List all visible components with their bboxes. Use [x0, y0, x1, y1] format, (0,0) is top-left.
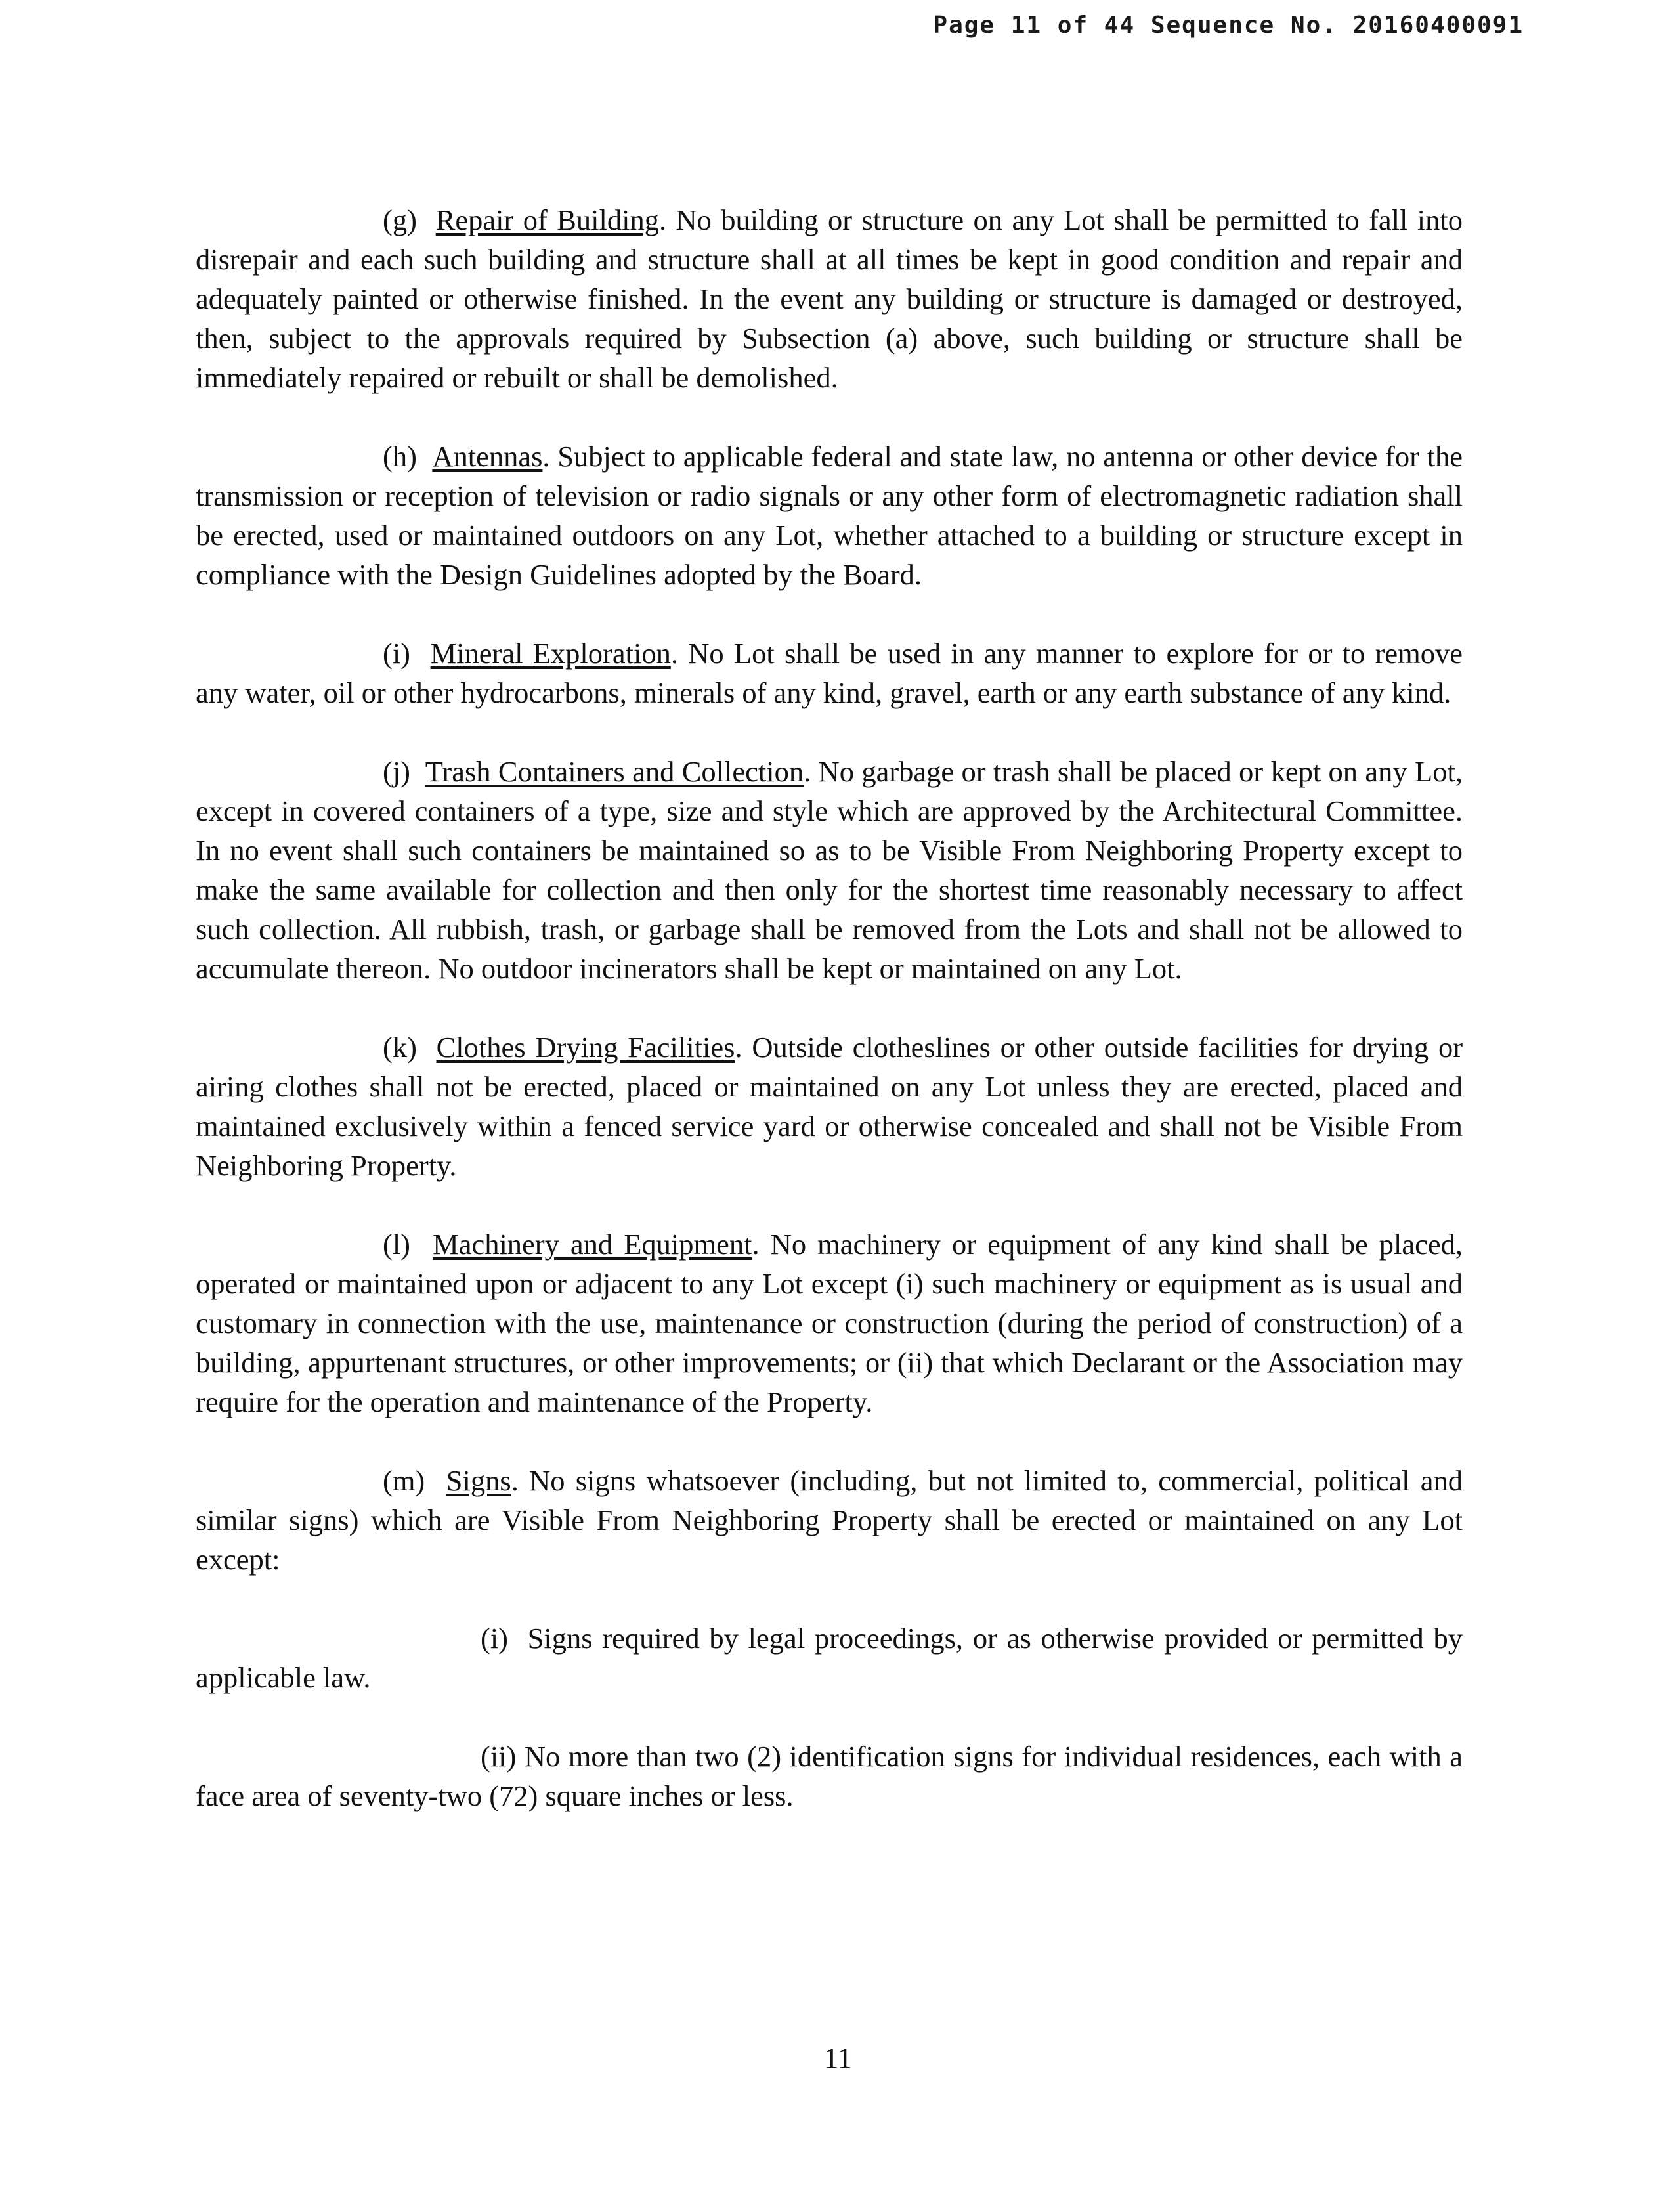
section-j [196, 752, 1463, 988]
section-l [196, 1225, 1463, 1421]
section-i [196, 634, 1463, 712]
section-text: . No building or structure on any Lot shall be permitted to fall into disrepair and each such building and structure shall at all times be kept in good condition and repair and adequately painted or otherwise finished. In the event any building or structure is damaged or destroyed, then, subject to the approvals required by Subsection (a) above, such building or structure shall be immediately repaired or rebuilt or shall be demolished. [196, 204, 1463, 394]
page-header: Page 11 of 44 Sequence No. 20160400091 [933, 12, 1524, 39]
section-heading: Machinery and Equipment [433, 1228, 752, 1261]
section-label: (k) [383, 1031, 417, 1064]
section-text: . No signs whatsoever (including, but not limited to, commercial, political and similar signs) which are Visible From Neighboring Property shall be erected or maintained on any Lot except: [196, 1464, 1463, 1576]
subsection-text: No more than two (2) identification signs for individual residences, each with a face area of seventy-two (72) square inches or less. [196, 1740, 1463, 1812]
section-text: . No garbage or trash shall be placed or kept on any Lot, except in covered containers of a type, size and style which are approved by the Architectural Committee. In no event shall such containers be maintained so as to be Visible From Neighboring Property except to make the same available for collection and then only for the shortest time reasonably necessary to affect such collection. All rubbish, trash, or garbage shall be removed from the Lots and shall not be allowed to accumulate thereon. No outdoor incinerators shall be kept or maintained on any Lot. [196, 755, 1463, 985]
subsection-m-i [196, 1618, 1463, 1697]
section-heading: Clothes Drying Facilities [436, 1031, 735, 1064]
section-label: (i) [383, 637, 411, 670]
section-h [196, 437, 1463, 594]
section-heading: Signs [446, 1464, 511, 1497]
section-k [196, 1028, 1463, 1185]
section-g [196, 200, 1463, 397]
subsection-label: (ii) [481, 1740, 517, 1773]
section-text: . Subject to applicable federal and state law, no antenna or other device for the transmission or reception of television or radio signals or any other form of electromagnetic radiation shall be erected, used or maintained outdoors on any Lot, whether attached to a building or structure except in compliance with the Design Guidelines adopted by the Board. [196, 440, 1463, 591]
section-text: . No Lot shall be used in any manner to explore for or to remove any water, oil or other hydrocarbons, minerals of any kind, gravel, earth or any earth substance of any kind. [196, 637, 1463, 709]
section-label: (j) [383, 755, 411, 788]
subsection-label: (i) [481, 1622, 509, 1655]
document-body [196, 200, 1463, 1855]
subsection-m-ii [196, 1737, 1463, 1815]
section-label: (h) [383, 440, 417, 473]
section-label: (g) [383, 204, 417, 236]
page-number: 11 [824, 2041, 852, 2074]
section-heading: Antennas [432, 440, 543, 473]
section-m [196, 1461, 1463, 1579]
section-heading: Mineral Exploration [430, 637, 671, 670]
section-label: (m) [383, 1464, 425, 1497]
section-text: . Outside clotheslines or other outside facilities for drying or airing clothes shall not be erected, placed or maintained on any Lot unless they are erected, placed and maintained exclusively within a fenced service yard or otherwise concealed and shall not be Visible From Neighboring Property. [196, 1031, 1463, 1182]
section-heading: Repair of Building [435, 204, 659, 236]
section-heading: Trash Containers and Collection [425, 755, 804, 788]
subsection-text: Signs required by legal proceedings, or as otherwise provided or permitted by applicable law. [196, 1622, 1463, 1694]
section-text: . No machinery or equipment of any kind shall be placed, operated or maintained upon or adjacent to any Lot except (i) such machinery or equipment as is usual and customary in connection with the use, maintenance or construction (during the period of construction) of a building, appurtenant structures, or other improvements; or (ii) that which Declarant or the Association may require for the operation and maintenance of the Property. [196, 1228, 1463, 1418]
section-label: (l) [383, 1228, 411, 1261]
